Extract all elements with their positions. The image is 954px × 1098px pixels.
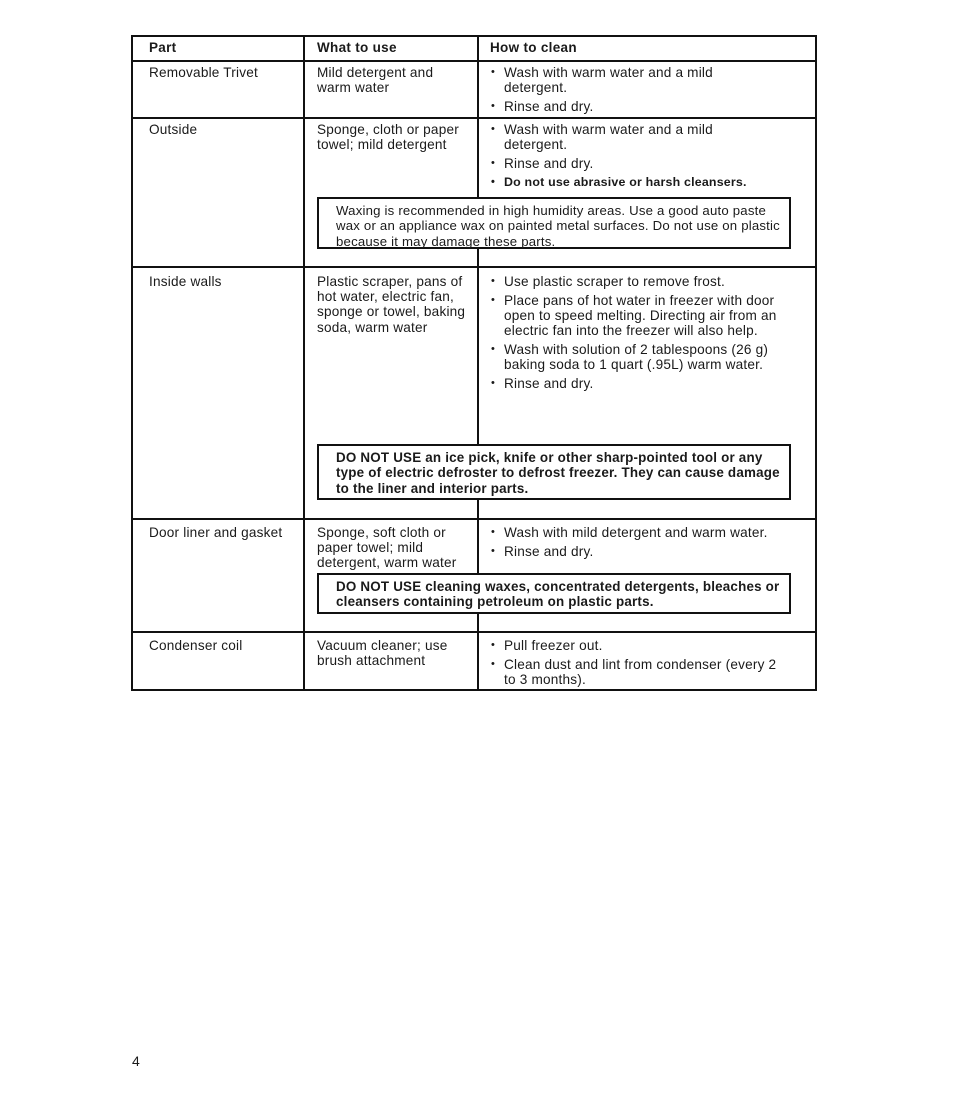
part-cell: Condenser coil (149, 638, 243, 653)
header-divider (131, 60, 817, 62)
header-what-to-use: What to use (317, 40, 397, 55)
page-number: 4 (132, 1053, 140, 1069)
list-item: • Rinse and dry. (490, 544, 800, 559)
warning-box: DO NOT USE an ice pick, knife or other sharp-pointed tool or any type of electric defroster to defrost freezer. They can cause damage to the liner and interior parts. (317, 444, 791, 500)
row-divider (131, 631, 817, 633)
how-list (490, 638, 790, 691)
list-item: • Wash with mild detergent and warm water. (490, 525, 800, 540)
list-item: • Rinse and dry. (490, 156, 760, 171)
how-list (490, 65, 770, 118)
what-cell: Vacuum cleaner; use brush attachment (317, 638, 448, 669)
list-item: • Wash with warm water and a mild detergent. (490, 65, 770, 95)
part-cell: Door liner and gasket (149, 525, 283, 540)
list-item: • Wash with solution of 2 tablespoons (26 g) baking soda to 1 quart (.95L) warm water. (490, 342, 800, 372)
part-cell: Inside walls (149, 274, 222, 289)
how-list (490, 122, 760, 193)
list-item: • Rinse and dry. (490, 376, 800, 391)
header-part: Part (149, 40, 177, 55)
warning-box: DO NOT USE cleaning waxes, concentrated detergents, bleaches or cleansers containing petroleum on plastic parts. (317, 573, 791, 614)
list-item: • Use plastic scraper to remove frost. (490, 274, 800, 289)
list-item: • Pull freezer out. (490, 638, 790, 653)
header-how-to-clean: How to clean (490, 40, 577, 55)
how-list (490, 525, 800, 562)
row-divider (131, 266, 817, 268)
what-cell: Mild detergent and warm water (317, 65, 434, 96)
note-box: Waxing is recommended in high humidity areas. Use a good auto paste wax or an appliance wax on painted metal surfaces. Do not use on plastic because it may damage these parts. (317, 197, 791, 249)
how-list (490, 274, 800, 394)
list-item: • Clean dust and lint from condenser (every 2 to 3 months). (490, 657, 790, 687)
warning-item: • Do not use abrasive or harsh cleansers. (490, 175, 760, 190)
list-item: • Place pans of hot water in freezer with door open to speed melting. Directing air from an electric fan into the freezer will also help. (490, 293, 800, 339)
part-cell: Outside (149, 122, 198, 137)
list-item: • Wash with warm water and a mild detergent. (490, 122, 760, 152)
list-item: • Rinse and dry. (490, 99, 770, 114)
what-cell: Sponge, cloth or paper towel; mild detergent (317, 122, 459, 153)
what-cell: Sponge, soft cloth or paper towel; mild detergent, warm water (317, 525, 457, 571)
column-divider (303, 35, 305, 691)
row-divider (131, 518, 817, 520)
part-cell: Removable Trivet (149, 65, 258, 80)
cleaning-table (131, 35, 817, 691)
what-cell: Plastic scraper, pans of hot water, electric fan, sponge or towel, baking soda, warm water (317, 274, 466, 335)
